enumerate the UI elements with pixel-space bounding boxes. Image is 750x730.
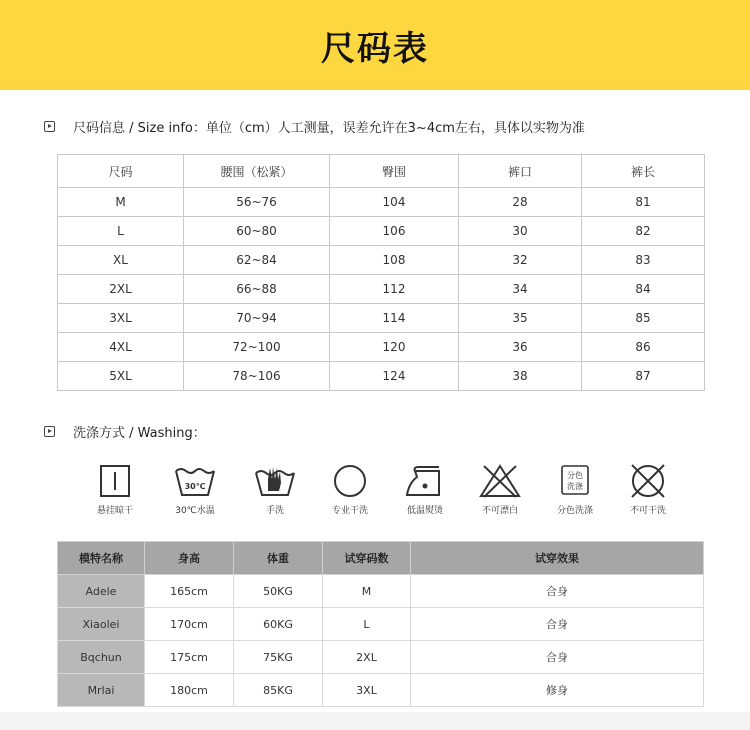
wash-item — [385, 463, 465, 516]
table-cell: 56~76 — [184, 188, 330, 217]
table-cell: 81 — [582, 188, 705, 217]
color-separate-top: 分色 — [567, 471, 583, 480]
header-cell: 体重 — [234, 542, 323, 575]
title-banner — [0, 0, 750, 90]
table-cell: 28 — [459, 188, 582, 217]
no-dry-clean-icon — [628, 463, 668, 499]
table-cell: 108 — [330, 246, 459, 275]
header-cell: 腰围（松紧） — [184, 155, 330, 188]
table-cell: 62~84 — [184, 246, 330, 275]
wash-label: 30℃水温 — [175, 506, 215, 516]
professional-dry-clean-icon — [330, 463, 370, 499]
table-cell: 50KG — [234, 575, 323, 608]
table-cell: 66~88 — [184, 275, 330, 304]
table-row — [58, 188, 705, 217]
page-title: 尺码表 — [321, 28, 429, 69]
table-cell: L — [323, 608, 411, 641]
wash-item — [460, 463, 540, 516]
table-row — [58, 575, 704, 608]
table-cell: 4XL — [58, 333, 184, 362]
table-cell: 86 — [582, 333, 705, 362]
hand-wash-icon — [253, 463, 297, 499]
table-cell: 修身 — [411, 674, 704, 707]
table-row — [58, 333, 705, 362]
table-cell: 2XL — [58, 275, 184, 304]
table-cell: 175cm — [145, 641, 234, 674]
table-cell: XL — [58, 246, 184, 275]
table-cell: 82 — [582, 217, 705, 246]
model-table-header — [58, 542, 704, 575]
table-cell: 120 — [330, 333, 459, 362]
header-cell: 臀围 — [330, 155, 459, 188]
no-bleach-icon — [478, 463, 522, 499]
footer-strip — [0, 712, 750, 730]
model-table — [57, 541, 704, 707]
table-cell: 合身 — [411, 575, 704, 608]
table-cell: 3XL — [323, 674, 411, 707]
table-cell: 34 — [459, 275, 582, 304]
table-cell: 38 — [459, 362, 582, 391]
header-cell: 试穿码数 — [323, 542, 411, 575]
table-cell: 114 — [330, 304, 459, 333]
low-iron-icon — [403, 463, 447, 499]
table-cell: 60~80 — [184, 217, 330, 246]
hang-dry-icon — [95, 463, 135, 499]
table-cell: 30 — [459, 217, 582, 246]
header-cell: 裤口 — [459, 155, 582, 188]
color-separate-icon — [555, 463, 595, 499]
table-row — [58, 246, 705, 275]
size-table-header — [58, 155, 705, 188]
table-cell: 112 — [330, 275, 459, 304]
table-row — [58, 217, 705, 246]
model-name-cell: Xiaolei — [58, 608, 145, 641]
table-cell: 165cm — [145, 575, 234, 608]
wash-label: 低温熨烫 — [406, 506, 443, 516]
table-cell: 78~106 — [184, 362, 330, 391]
play-icon — [44, 426, 55, 437]
size-info-text: 尺码信息 / Size info：单位（cm）人工测量，误差允许在3~4cm左右，具体以实物为准 — [73, 121, 585, 136]
wash-icons-row — [75, 463, 715, 523]
wash-30-icon — [173, 463, 217, 499]
model-name-cell: Bqchun — [58, 641, 145, 674]
table-cell: 170cm — [145, 608, 234, 641]
table-row — [58, 608, 704, 641]
wash-item — [155, 463, 235, 516]
table-cell: 180cm — [145, 674, 234, 707]
wash-label: 不可漂白 — [481, 506, 518, 516]
table-cell: 3XL — [58, 304, 184, 333]
table-cell: 合身 — [411, 608, 704, 641]
wash-item — [535, 463, 615, 516]
wash-item — [608, 463, 688, 516]
table-cell: 84 — [582, 275, 705, 304]
table-cell: 106 — [330, 217, 459, 246]
table-cell: 70~94 — [184, 304, 330, 333]
table-cell: 124 — [330, 362, 459, 391]
table-cell: 75KG — [234, 641, 323, 674]
header-cell: 试穿效果 — [411, 542, 704, 575]
wash-label: 分色洗涤 — [556, 506, 593, 516]
table-cell: 85KG — [234, 674, 323, 707]
wash-label: 悬挂晾干 — [96, 506, 133, 516]
table-cell: 72~100 — [184, 333, 330, 362]
wash-item — [310, 463, 390, 516]
size-table — [57, 154, 705, 391]
wash-label: 手洗 — [265, 506, 284, 516]
table-cell: L — [58, 217, 184, 246]
header-cell: 身高 — [145, 542, 234, 575]
model-name-cell: Adele — [58, 575, 145, 608]
table-row — [58, 641, 704, 674]
table-row — [58, 362, 705, 391]
table-cell: 60KG — [234, 608, 323, 641]
model-name-cell: Mrlai — [58, 674, 145, 707]
wash-label: 专业干洗 — [331, 506, 368, 516]
table-cell: 2XL — [323, 641, 411, 674]
table-cell: 35 — [459, 304, 582, 333]
play-icon — [44, 121, 55, 132]
table-cell: 36 — [459, 333, 582, 362]
color-separate-bottom: 洗涤 — [567, 482, 583, 491]
table-row — [58, 304, 705, 333]
table-row — [58, 275, 705, 304]
header-cell: 尺码 — [58, 155, 184, 188]
wash-item — [235, 463, 315, 516]
table-cell: 83 — [582, 246, 705, 275]
table-cell: M — [58, 188, 184, 217]
table-cell: 5XL — [58, 362, 184, 391]
table-cell: M — [323, 575, 411, 608]
header-cell: 模特名称 — [58, 542, 145, 575]
wash-item — [75, 463, 155, 516]
washing-text: 洗涤方式 / Washing： — [73, 426, 206, 441]
table-cell: 32 — [459, 246, 582, 275]
table-row — [58, 674, 704, 707]
size-info-heading — [44, 117, 585, 136]
wash-temp-text: 30℃ — [184, 482, 206, 491]
table-cell: 85 — [582, 304, 705, 333]
table-cell: 87 — [582, 362, 705, 391]
washing-heading — [44, 422, 206, 441]
header-cell: 裤长 — [582, 155, 705, 188]
wash-label: 不可干洗 — [629, 506, 666, 516]
table-cell: 合身 — [411, 641, 704, 674]
table-cell: 104 — [330, 188, 459, 217]
